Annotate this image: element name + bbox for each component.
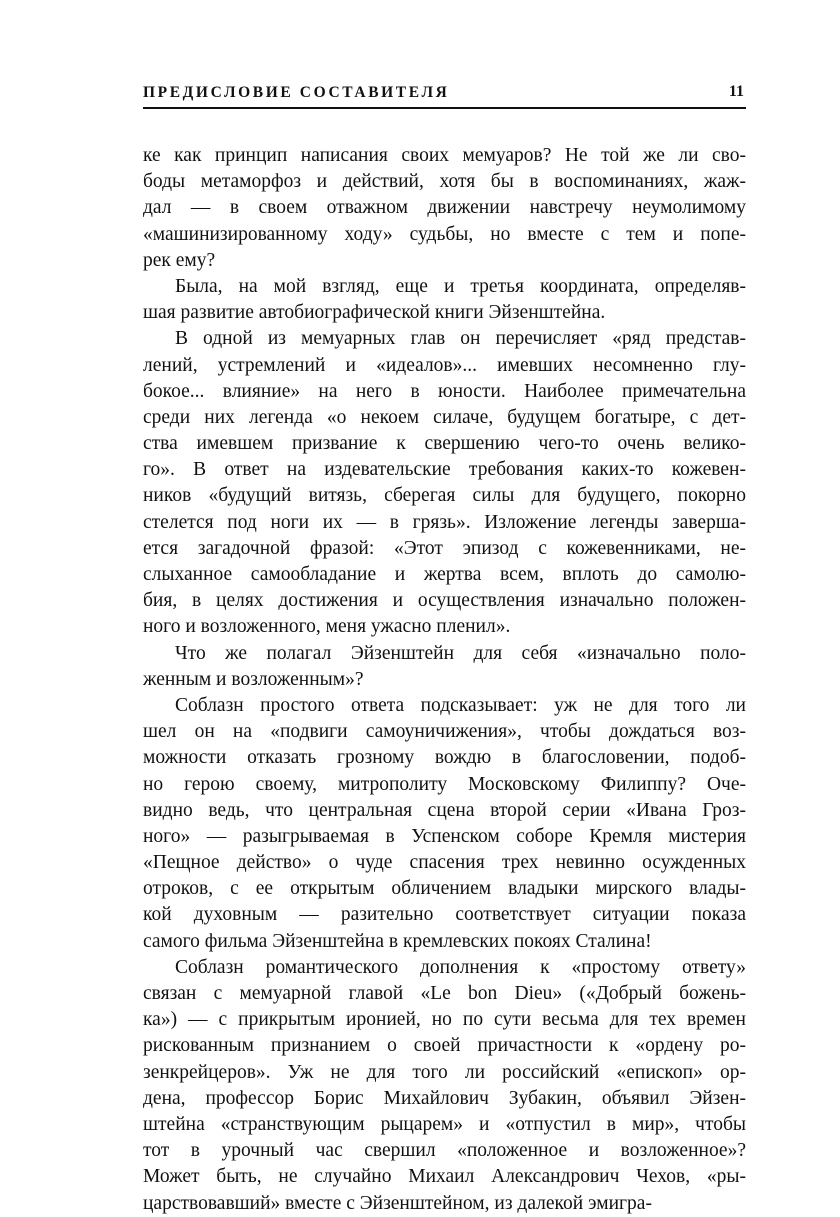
text-line: ного и возложенного, меня ужасно пленил». xyxy=(143,616,511,638)
paragraph xyxy=(143,693,746,955)
text-line: «Пещное действо» о чуде спасения трех невинно осужденных xyxy=(143,852,746,874)
text-line: ка») — с прикрытым иронией, но по сути весьма для тех времен xyxy=(143,1009,746,1031)
text-line: го». В ответ на издевательские требования каких-то кожевен- xyxy=(143,459,746,481)
text-line: «машинизированному ходу» судьбы, но вместе с тем и попе- xyxy=(143,223,746,245)
text-line: Соблазн простого ответа подсказывает: уж не для того ли xyxy=(175,694,746,716)
body-text xyxy=(143,143,746,1217)
text-line: лений, устремлений и «идеалов»... имевших несомненно глу- xyxy=(143,354,746,376)
paragraph xyxy=(143,274,746,326)
text-line: зенкрейцеров». Уж не для того ли российский «епископ» ор- xyxy=(143,1061,746,1083)
text-line: дена, профессор Борис Михайлович Зубакин, объявил Эйзен- xyxy=(143,1087,746,1109)
text-line: ного» — разыгрываемая в Успенском соборе Кремля мистерия xyxy=(143,825,746,847)
paragraph xyxy=(143,143,746,274)
text-line: боды метаморфоз и действий, хотя бы в воспоминаниях, жаж- xyxy=(143,171,746,193)
text-line: стелется под ноги их — в грязь». Изложение легенды заверша- xyxy=(143,511,746,533)
page-number: 11 xyxy=(728,83,744,100)
text-line: Что же полагал Эйзенштейн для себя «изначально поло- xyxy=(175,642,746,664)
text-line: ства имевшем призвание к свершению чего-то очень велико- xyxy=(143,433,746,455)
paragraph xyxy=(143,326,746,640)
text-line: шая развитие автобиографической книги Эйзенштейна. xyxy=(143,302,606,324)
paragraph xyxy=(143,641,746,693)
text-line: Может быть, не случайно Михаил Александрович Чехов, «ры- xyxy=(143,1166,746,1188)
text-line: ников «будущий витязь, сберегая силы для будущего, покорно xyxy=(143,485,746,507)
running-head xyxy=(143,80,746,109)
text-line: видно ведь, что центральная сцена второй серии «Ивана Гроз- xyxy=(143,799,746,821)
text-line: связан с мемуарной главой «Le bon Dieu» («Добрый божень- xyxy=(143,983,746,1004)
text-line: рискованным признанием о своей причастности к «ордену ро- xyxy=(143,1035,746,1057)
text-line: слыханное самообладание и жертва всем, вплоть до самолю- xyxy=(143,564,746,585)
text-line: Соблазн романтического дополнения к «простому ответу» xyxy=(175,956,746,978)
text-line: Была, на мой взгляд, еще и третья координата, определяв- xyxy=(175,275,746,297)
text-line: можности отказать грозному вождю в благословении, подоб- xyxy=(143,747,746,769)
text-line: женным и возложенным»? xyxy=(143,668,364,690)
text-line: В одной из мемуарных глав он перечисляет «ряд представ- xyxy=(175,328,746,350)
text-line: штейна «странствующим рыцарем» и «отпустил в мир», чтобы xyxy=(143,1113,746,1135)
text-line: но герою своему, митрополиту Московскому Филиппу? Оче- xyxy=(143,773,746,795)
text-line: отроков, с ее открытым обличением владыки мирского влады- xyxy=(143,878,746,900)
text-line: среди них легенда «о некоем силаче, будущем богатыре, с дет- xyxy=(143,406,746,428)
text-line: ется загадочной фразой: «Этот эпизод с кожевенниками, не- xyxy=(143,537,746,559)
text-line: тот в урочный час свершил «положенное и возложенное»? xyxy=(143,1140,746,1162)
text-line: бия, в целях достижения и осуществления изначально положен- xyxy=(143,590,746,612)
text-line: рек ему? xyxy=(143,249,216,271)
paragraph xyxy=(143,955,746,1217)
text-line: ке как принцип написания своих мемуаров? Не той же ли сво- xyxy=(143,145,746,166)
text-line: шел он на «подвиги самоуничижения», чтобы дождаться воз- xyxy=(143,721,746,743)
text-line: дал — в своем отважном движении навстречу неумолимому xyxy=(143,197,746,219)
text-line: царствовавший» вместе с Эйзенштейном, из далекой эмигра- xyxy=(143,1192,652,1214)
running-title: ПРЕДИСЛОВИЕ СОСТАВИТЕЛЯ xyxy=(143,84,450,101)
text-line: кой духовным — разительно соответствует ситуации показа xyxy=(143,904,746,926)
text-line: самого фильма Эйзенштейна в кремлевских покоях Сталина! xyxy=(143,930,652,952)
text-line: бокое... влияние» на него в юности. Наиболее примечательна xyxy=(143,380,746,402)
